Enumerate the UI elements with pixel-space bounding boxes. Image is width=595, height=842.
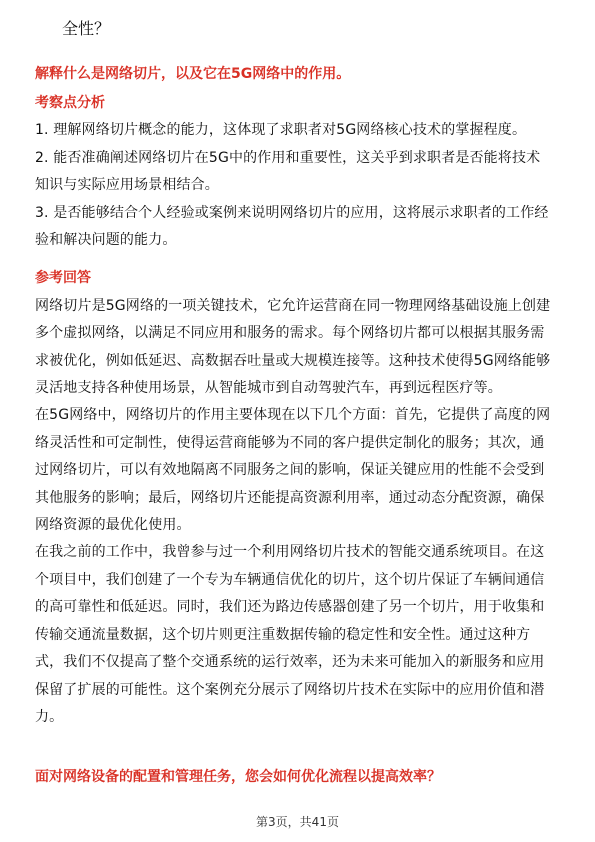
answer-line: 在5G网络中，网络切片的作用主要体现在以下几个方面：首先，它提供了高度的网: [35, 407, 551, 423]
analysis-line: 2. 能否准确阐述网络切片在5G中的作用和重要性，这关乎到求职者是否能将技术: [35, 150, 541, 166]
answer-line: 络灵活性和可定制性，使得运营商能够为不同的客户提供定制化的服务；其次，通: [35, 435, 545, 451]
answer-line: 传输交通流量数据，这个切片则更注重数据传输的稳定性和安全性。通过这种方: [35, 627, 531, 643]
next-question-title: 面对网络设备的配置和管理任务，您会如何优化流程以提高效率？: [35, 769, 441, 785]
answer-line: 求被优化，例如低延迟、高数据吞吐量或大规模连接等。这种技术使得5G网络能够: [35, 353, 551, 369]
analysis-line: 3. 是否能够结合个人经验或案例来说明网络切片的应用，这将展示求职者的工作经: [35, 205, 549, 221]
answer-line: 个项目中，我们创建了一个专为车辆通信优化的切片，这个切片保证了车辆间通信: [35, 572, 545, 588]
analysis-heading: 考察点分析: [35, 95, 105, 111]
question-title: 解释什么是网络切片，以及它在5G网络中的作用。: [35, 66, 351, 82]
previous-question-fragment: 全性？: [62, 19, 111, 38]
answer-line: 多个虚拟网络，以满足不同应用和服务的需求。每个网络切片都可以根据其服务需: [35, 325, 545, 341]
answer-line: 力。: [35, 709, 64, 725]
page-number-footer: 第3页，共41页: [256, 815, 339, 829]
analysis-line: 1. 理解网络切片概念的能力，这体现了求职者对5G网络核心技术的掌握程度。: [35, 122, 527, 138]
answer-line: 其他服务的影响；最后，网络切片还能提高资源利用率，通过动态分配资源，确保: [35, 490, 545, 506]
answer-line: 网络资源的最优化使用。: [35, 517, 191, 533]
answer-line: 灵活地支持各种使用场景，从智能城市到自动驾驶汽车，再到远程医疗等。: [35, 380, 502, 396]
answer-line: 式，我们不仅提高了整个交通系统的运行效率，还为未来可能加入的新服务和应用: [35, 654, 545, 670]
answer-line: 的高可靠性和低延迟。同时，我们还为路边传感器创建了另一个切片，用于收集和: [35, 599, 545, 615]
answer-line: 在我之前的工作中，我曾参与过一个利用网络切片技术的智能交通系统项目。在这: [35, 544, 545, 560]
answer-line: 保留了扩展的可能性。这个案例充分展示了网络切片技术在实际中的应用价值和潜: [35, 682, 545, 698]
answer-line: 网络切片是5G网络的一项关键技术，它允许运营商在同一物理网络基础设施上创建: [35, 298, 551, 314]
answer-line: 过网络切片，可以有效地隔离不同服务之间的影响，保证关键应用的性能不会受到: [35, 462, 545, 478]
analysis-line: 知识与实际应用场景相结合。: [35, 177, 219, 193]
answer-heading: 参考回答: [35, 270, 91, 286]
analysis-line: 验和解决问题的能力。: [35, 232, 177, 248]
